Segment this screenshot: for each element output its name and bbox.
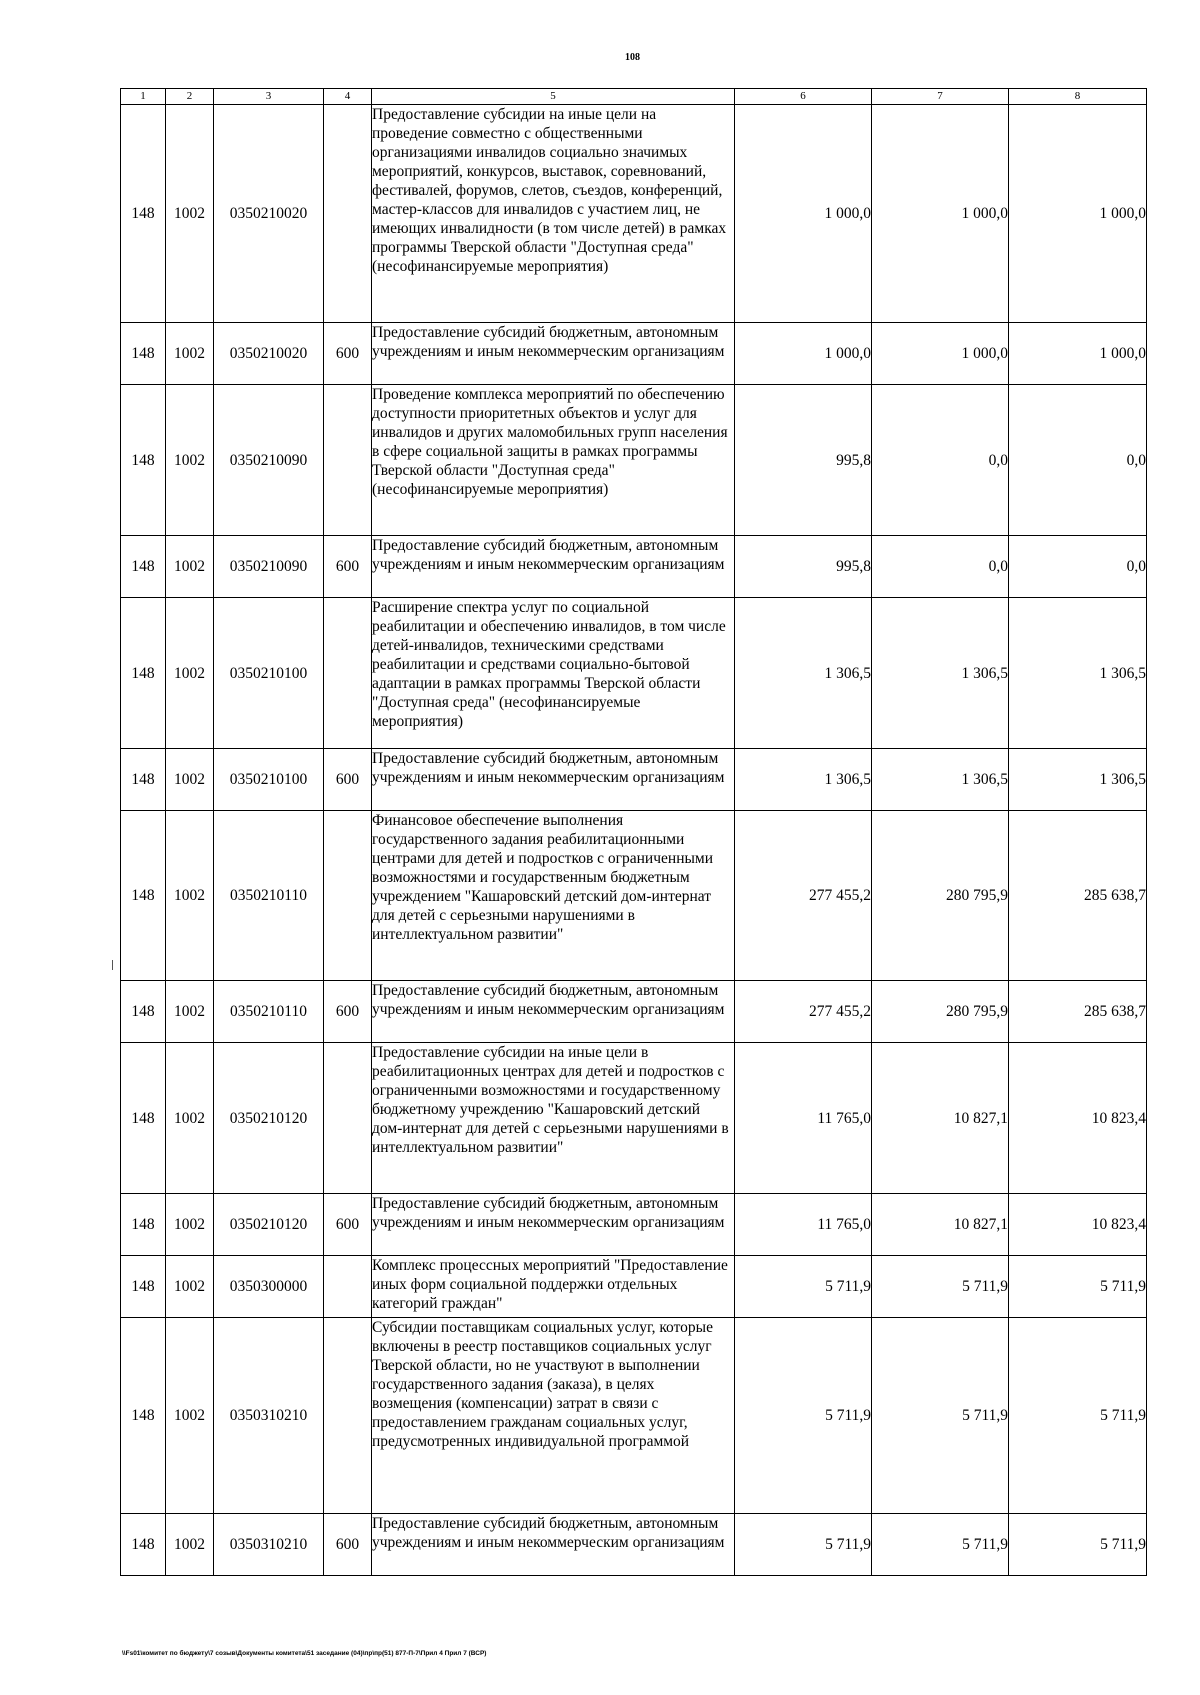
table-row — [121, 385, 1147, 536]
table-row — [121, 1194, 1147, 1256]
expense-type-cell — [324, 811, 372, 981]
description-cell: Предоставление субсидий бюджетным, автономным учреждениям и иным некоммерческим организациям — [372, 1194, 735, 1256]
amount-year3-cell: 0,0 — [1009, 385, 1147, 536]
expense-type-cell: 600 — [324, 1194, 372, 1256]
target-article-cell: 0350210100 — [214, 598, 324, 749]
table-row — [121, 1043, 1147, 1194]
amount-year3-cell: 10 823,4 — [1009, 1043, 1147, 1194]
description-cell: Предоставление субсидий бюджетным, автономным учреждениям и иным некоммерческим организациям — [372, 749, 735, 811]
table-row — [121, 323, 1147, 385]
column-header: 1 — [121, 89, 166, 105]
amount-year1-cell: 5 711,9 — [735, 1514, 872, 1576]
admin-code-cell: 148 — [121, 811, 166, 981]
section-code-cell: 1002 — [166, 105, 214, 323]
target-article-cell: 0350310210 — [214, 1318, 324, 1514]
amount-year1-cell: 995,8 — [735, 385, 872, 536]
target-article-cell: 0350210110 — [214, 981, 324, 1043]
header-row — [121, 89, 1147, 105]
amount-year3-cell: 5 711,9 — [1009, 1256, 1147, 1318]
amount-year1-cell: 5 711,9 — [735, 1318, 872, 1514]
admin-code-cell: 148 — [121, 1194, 166, 1256]
admin-code-cell: 148 — [121, 1043, 166, 1194]
amount-year2-cell: 5 711,9 — [872, 1514, 1009, 1576]
admin-code-cell: 148 — [121, 1514, 166, 1576]
target-article-cell: 0350210090 — [214, 385, 324, 536]
amount-year1-cell: 11 765,0 — [735, 1043, 872, 1194]
expense-type-cell: 600 — [324, 536, 372, 598]
target-article-cell: 0350210020 — [214, 323, 324, 385]
budget-table — [120, 88, 1147, 1576]
description-cell: Финансовое обеспечение выполнения государственного задания реабилитационными центрами для детей и подростков с ограниченными возможностями и государственным бюджетным учреждением "Кашаровский детский дом-интернат для детей с серьезными нарушениями в интеллектуальном развитии" — [372, 811, 735, 981]
amount-year3-cell: 1 306,5 — [1009, 749, 1147, 811]
description-cell: Предоставление субсидии на иные цели в реабилитационных центрах для детей и подростков с ограниченными возможностями и государственному бюджетному учреждению "Кашаровский детский дом-интернат для детей с серьезными нарушениями в интеллектуальном развитии" — [372, 1043, 735, 1194]
description-cell: Предоставление субсидий бюджетным, автономным учреждениям и иным некоммерческим организациям — [372, 323, 735, 385]
amount-year3-cell: 285 638,7 — [1009, 981, 1147, 1043]
description-cell: Предоставление субсидии на иные цели на проведение совместно с общественными организациями инвалидов социально значимых мероприятий, конкурсов, выставок, соревнований, фестивалей, форумов, слетов, съездов, конференций, мастер-классов для инвалидов с участием лиц, не имеющих инвалидности (в том числе детей) в рамках программы Тверской области "Доступная среда" (несофинансируемые мероприятия) — [372, 105, 735, 323]
footer-file-path: \\Fs01\комитет по бюджету\7 созыв\Документы комитета\51 заседание (04)\пр\пр(51) 877-П-7\Прил 4 Прил 7 (ВСР) — [122, 1650, 487, 1657]
amount-year3-cell: 285 638,7 — [1009, 811, 1147, 981]
target-article-cell: 0350210110 — [214, 811, 324, 981]
description-cell: Субсидии поставщикам социальных услуг, которые включены в реестр поставщиков социальных услуг Тверской области, но не участвуют в выполнении государственного задания (заказа), в целях возмещения (компенсации) затрат в связи с предоставлением гражданам социальных услуг, предусмотренных индивидуальной программой — [372, 1318, 735, 1514]
column-header: 5 — [372, 89, 735, 105]
expense-type-cell: 600 — [324, 323, 372, 385]
admin-code-cell: 148 — [121, 536, 166, 598]
amount-year1-cell: 1 306,5 — [735, 598, 872, 749]
amount-year2-cell: 0,0 — [872, 385, 1009, 536]
section-code-cell: 1002 — [166, 598, 214, 749]
amount-year3-cell: 0,0 — [1009, 536, 1147, 598]
amount-year3-cell: 1 306,5 — [1009, 598, 1147, 749]
section-code-cell: 1002 — [166, 1043, 214, 1194]
page-number: 108 — [625, 52, 640, 63]
amount-year3-cell: 5 711,9 — [1009, 1318, 1147, 1514]
column-header: 6 — [735, 89, 872, 105]
column-header: 4 — [324, 89, 372, 105]
section-code-cell: 1002 — [166, 1256, 214, 1318]
amount-year2-cell: 1 000,0 — [872, 105, 1009, 323]
description-cell: Предоставление субсидий бюджетным, автономным учреждениям и иным некоммерческим организациям — [372, 1514, 735, 1576]
amount-year1-cell: 1 000,0 — [735, 105, 872, 323]
expense-type-cell: 600 — [324, 981, 372, 1043]
section-code-cell: 1002 — [166, 1194, 214, 1256]
table-row — [121, 811, 1147, 981]
description-cell: Расширение спектра услуг по социальной реабилитации и обеспечению инвалидов, в том числе детей-инвалидов, техническими средствами реабилитации и средствами социально-бытовой адаптации в рамках программы Тверской области "Доступная среда" (несофинансируемые мероприятия) — [372, 598, 735, 749]
admin-code-cell: 148 — [121, 749, 166, 811]
amount-year2-cell: 280 795,9 — [872, 981, 1009, 1043]
section-code-cell: 1002 — [166, 323, 214, 385]
expense-type-cell — [324, 385, 372, 536]
section-code-cell: 1002 — [166, 536, 214, 598]
target-article-cell: 0350210120 — [214, 1043, 324, 1194]
column-header: 3 — [214, 89, 324, 105]
column-header: 2 — [166, 89, 214, 105]
admin-code-cell: 148 — [121, 323, 166, 385]
column-header: 7 — [872, 89, 1009, 105]
section-code-cell: 1002 — [166, 749, 214, 811]
expense-type-cell: 600 — [324, 749, 372, 811]
description-cell: Предоставление субсидий бюджетным, автономным учреждениям и иным некоммерческим организациям — [372, 981, 735, 1043]
expense-type-cell — [324, 1043, 372, 1194]
target-article-cell: 0350210090 — [214, 536, 324, 598]
amount-year1-cell: 277 455,2 — [735, 811, 872, 981]
table-row — [121, 598, 1147, 749]
section-code-cell: 1002 — [166, 981, 214, 1043]
amount-year3-cell: 1 000,0 — [1009, 323, 1147, 385]
target-article-cell: 0350210120 — [214, 1194, 324, 1256]
target-article-cell: 0350210020 — [214, 105, 324, 323]
admin-code-cell: 148 — [121, 981, 166, 1043]
amount-year1-cell: 277 455,2 — [735, 981, 872, 1043]
amount-year2-cell: 1 306,5 — [872, 749, 1009, 811]
section-code-cell: 1002 — [166, 385, 214, 536]
amount-year3-cell: 5 711,9 — [1009, 1514, 1147, 1576]
column-header: 8 — [1009, 89, 1147, 105]
description-cell: Комплекс процессных мероприятий "Предоставление иных форм социальной поддержки отдельных категорий граждан" — [372, 1256, 735, 1318]
amount-year2-cell: 10 827,1 — [872, 1043, 1009, 1194]
section-code-cell: 1002 — [166, 1318, 214, 1514]
amount-year2-cell: 0,0 — [872, 536, 1009, 598]
amount-year2-cell: 1 306,5 — [872, 598, 1009, 749]
amount-year2-cell: 1 000,0 — [872, 323, 1009, 385]
table-row — [121, 1318, 1147, 1514]
description-cell: Проведение комплекса мероприятий по обеспечению доступности приоритетных объектов и услуг для инвалидов и других маломобильных групп населения в сфере социальной защиты в рамках программы Тверской области "Доступная среда" (несофинансируемые мероприятия) — [372, 385, 735, 536]
admin-code-cell: 148 — [121, 1256, 166, 1318]
amount-year2-cell: 5 711,9 — [872, 1318, 1009, 1514]
table-row — [121, 1514, 1147, 1576]
table-row — [121, 536, 1147, 598]
table-row — [121, 1256, 1147, 1318]
description-cell: Предоставление субсидий бюджетным, автономным учреждениям и иным некоммерческим организациям — [372, 536, 735, 598]
amount-year1-cell: 995,8 — [735, 536, 872, 598]
amount-year2-cell: 280 795,9 — [872, 811, 1009, 981]
amount-year1-cell: 1 306,5 — [735, 749, 872, 811]
amount-year3-cell: 1 000,0 — [1009, 105, 1147, 323]
table-row — [121, 981, 1147, 1043]
expense-type-cell: 600 — [324, 1514, 372, 1576]
expense-type-cell — [324, 1318, 372, 1514]
expense-type-cell — [324, 598, 372, 749]
margin-mark — [112, 960, 113, 970]
expense-type-cell — [324, 1256, 372, 1318]
amount-year2-cell: 10 827,1 — [872, 1194, 1009, 1256]
admin-code-cell: 148 — [121, 598, 166, 749]
amount-year1-cell: 11 765,0 — [735, 1194, 872, 1256]
admin-code-cell: 148 — [121, 1318, 166, 1514]
table-row — [121, 105, 1147, 323]
amount-year1-cell: 1 000,0 — [735, 323, 872, 385]
admin-code-cell: 148 — [121, 385, 166, 536]
expense-type-cell — [324, 105, 372, 323]
target-article-cell: 0350300000 — [214, 1256, 324, 1318]
amount-year2-cell: 5 711,9 — [872, 1256, 1009, 1318]
section-code-cell: 1002 — [166, 1514, 214, 1576]
amount-year1-cell: 5 711,9 — [735, 1256, 872, 1318]
amount-year3-cell: 10 823,4 — [1009, 1194, 1147, 1256]
table-row — [121, 749, 1147, 811]
target-article-cell: 0350310210 — [214, 1514, 324, 1576]
target-article-cell: 0350210100 — [214, 749, 324, 811]
admin-code-cell: 148 — [121, 105, 166, 323]
section-code-cell: 1002 — [166, 811, 214, 981]
